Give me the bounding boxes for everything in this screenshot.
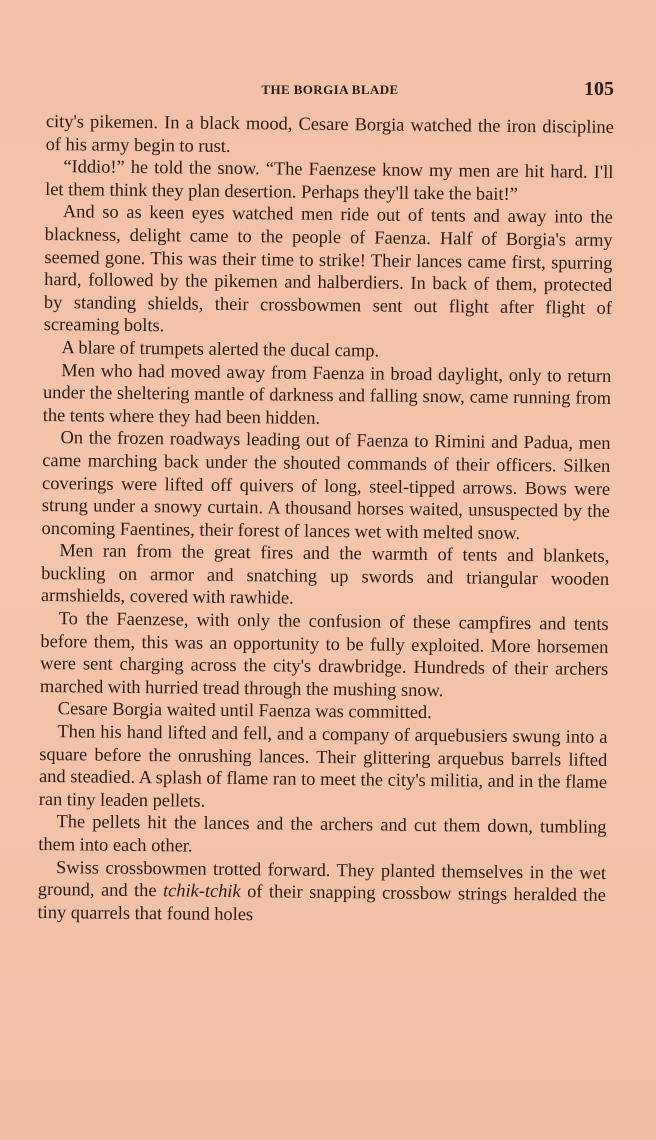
- body-text: [37, 110, 613, 929]
- paragraph: And so as keen eyes watched men ride out of tents and away into the blackness, delight came to the people of Faenza. Half of Borgia's army seemed gone. This was their time to strike! Their lances came first, spurring hard, followed by the pikemen and halberdiers. In back of them, protected by standing shields, their crossbowmen sent out flight after flight of screaming bolts.: [43, 201, 614, 336]
- paragraph: “Iddio!” he told the snow. “The Faenzese know my men are hit hard. I'll let them think they plan desertion. Perhaps they'll take the bait!”: [45, 156, 614, 204]
- running-title: THE BORGIA BLADE: [261, 82, 399, 97]
- paragraph: The pellets hit the lances and the archers and cut them down, tumbling them into each other.: [38, 811, 607, 856]
- italic-phrase: tchik-tchik: [162, 880, 241, 902]
- paragraph-text: of their snapping crossbow strings heralded the tiny quarrels that found holes: [37, 881, 606, 924]
- running-head: [46, 80, 614, 110]
- paragraph-last: [37, 856, 606, 930]
- paragraph: A blare of trumpets alerted the ducal camp.: [61, 337, 380, 361]
- page-number: 105: [584, 78, 614, 100]
- paragraph: Men who had moved away from Faenza in broad daylight, only to return under the sheltering mantle of darkness and falling snow, came running from the tents where they had been hidden.: [42, 359, 612, 428]
- paragraph: city's pikemen. In a black mood, Cesare Borgia watched the iron discipline of his army begin to rust.: [45, 110, 614, 156]
- paragraph: To the Faenzese, with only the confusion of these campfires and tents before them, this was an opportunity to be fully exploited. More horsemen were sent charging across the city's drawbridge. Hundreds of their archers marched with hurried tread through the mushing snow.: [39, 608, 609, 701]
- paragraph: Then his hand lifted and fell, and a company of arquebusiers swung into a square before the onrushing lances. Their glittering arquebus barrels lifted and steadied. A splash of flame ran to meet the city's militia, and in the flame ran tiny leaden pellets.: [38, 721, 608, 811]
- paragraph-text: Swiss crossbowmen trotted forward. They planted themselves in the wet ground, and the: [37, 856, 607, 901]
- paragraph: On the frozen roadways leading out of Faenza to Rimini and Padua, men came marching back under the shouted commands of their officers. Silken coverings were lifted off quivers of long, steel-tipped arrows. Bows were strung under a snowy curtain. A thousand horses waited, unsuspected by the oncoming Faentines, their forest of lances wet with melted snow.: [41, 427, 611, 543]
- paragraph: Men ran from the great fires and the warmth of tents and blankets, buckling on armor and snatching up swords and triangular wooden armshields, covered with rawhide.: [40, 540, 610, 609]
- paragraph: Cesare Borgia waited until Faenza was committed.: [57, 698, 432, 723]
